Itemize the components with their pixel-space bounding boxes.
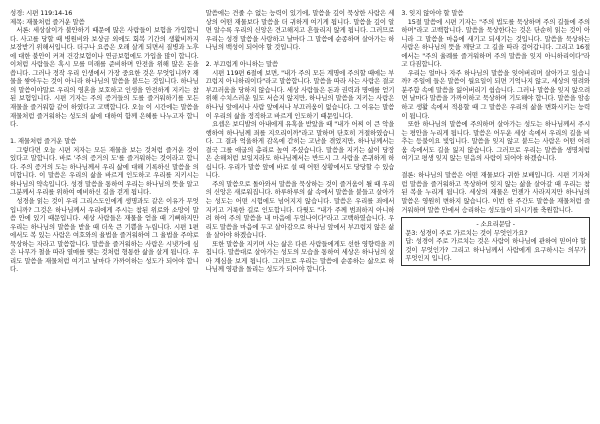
section-3-paragraph-2: 우리는 얼마나 자주 하나님의 말씀을 잊어버리며 살아가고 있습니까? 주일에 들은 말씀이 월요일이 되면 기억나지 않고, 세상의 염려와 분주함 속에 말씀을 잃어버리기 쉽습니다. 그러나 말씀을 잊지 않으려면 날마다 말씀을 가까이하고 묵상하며 기도해야 합니다. 말씀을 암송하고 생활 속에서 적용할 때 그 말씀은 우리의 삶을 변화시키는 능력이 됩니다. — [401, 68, 591, 120]
section-2-paragraph-1: 시편 119편 6절에 보면, "내가 주의 모든 계명에 주의할 때에는 부끄럽지 아니하리이다"라고 말씀합니다. 말씀을 따라 사는 사람은 결코 부끄러움을 당하지 않습니다. 세상 사람들은 돈과 권력과 명예를 얻기 위해 수치스러운 일도 서슴지 않지만, 하나님의 말씀을 지키는 사람은 하나님 앞에서나 사람 앞에서나 부끄러움이 없습니다. 그 이유는 말씀이 우리의 삶을 정직하고 바르게 인도하기 때문입니다. — [205, 68, 395, 120]
section-3-heading: 3. 잊지 않아야 할 말씀 — [401, 9, 464, 17]
catechism-title: - 소요리문답 - — [476, 220, 515, 229]
catechism-answer: 답: 성경이 주로 가르치는 것은 사람이 하나님에 관하여 믿어야 할 것이 무엇인가? 그리고 하나님께서 사람에게 요구하시는 의무가 무엇인지 입니다. — [405, 237, 587, 263]
section-2-paragraph-2: 요셉은 보디발의 아내에게 유혹을 받았을 때 "내가 어찌 이 큰 악을 행하여 하나님께 죄를 지으리이까"라고 말하며 단호히 거절하였습니다. 그 결과 억울하게 감옥에 갇히는 고난을 겪었지만, 하나님께서는 결국 그를 애굽의 총리로 높여 주셨습니다. 말씀을 지키는 삶이 당장은 손해처럼 보일지라도 하나님께서는 반드시 그 사람을 존귀하게 하십니다. 우리가 말씀 앞에 바로 설 때 어떤 상황에서도 당당할 수 있습니다. — [205, 120, 395, 180]
section-2-heading: 2. 부끄럽게 아니하는 말씀 — [205, 60, 279, 69]
spacer — [206, 52, 395, 61]
section-1-heading: 1. 재물처럼 즐거운 말씀 — [10, 137, 77, 146]
conclusion-paragraph: 결론: 하나님의 말씀은 어떤 재물보다 귀한 보배입니다. 시편 기자처럼 말씀을 즐거워하고 묵상하며 잊지 않는 삶을 살아갈 때 우리는 참된 복을 누리게 됩니다. 세상의 재물은 언젠가 사라지지만 하나님의 말씀은 영원히 변하지 않습니다. 이번 한 주간도 말씀을 재물처럼 즐거워하며 말씀 안에서 승리하는 성도들이 되시기를 축원합니다. — [401, 171, 591, 214]
spacer — [10, 129, 199, 138]
section-1-paragraph-2: 성경을 읽는 것이 우리 그리스도인에게 생명과도 같은 이유가 무엇입니까? 그것은 하나님께서 우리에게 주시는 참된 위로와 소망이 말씀 안에 있기 때문입니다. 세상 사람들은 재물을 얻을 때 기뻐하지만 우리는 하나님의 말씀을 받을 때 더욱 큰 기쁨을 누립니다. 시편 1편에서도 복 있는 사람은 여호와의 율법을 즐거워하여 그 율법을 주야로 묵상하는 자라고 말씀합니다. 말씀을 즐거워하는 사람은 시냇가에 심은 나무가 철을 따라 열매를 맺는 것처럼 형통한 삶을 살게 됩니다. 우리도 말씀을 재물처럼 여기고 날마다 가까이하는 성도가 되어야 합니다. — [10, 197, 199, 274]
column-2 — [206, 9, 395, 418]
section-1-continuation: 말씀에는 견줄 수 없는 능력이 있기에, 말씀을 깊이 묵상한 사람은 세상의 어떤 재물보다 말씀을 더 귀하게 여기게 됩니다. 말씀을 깊이 알면 알수록 우리의 신앙은 견고해지고 흔들리지 않게 됩니다. 그러므로 우리는 성경 말씀을 사랑하고 날마다 그 말씀에 순종하며 살아가는 하나님의 백성이 되어야 할 것입니다. — [205, 9, 395, 52]
section-2-paragraph-3: 주의 말씀으로 돌아와서 말씀을 묵상하는 것이 즐거움이 될 때 우리의 신앙은 새로워집니다. 하루하루의 삶 속에서 말씀을 붙들고 살아가는 성도는 어떤 시험에도 넘어지지 않습니다. 말씀은 우리를 죄에서 지키고 거룩한 길로 인도합니다. 다윗도 "내가 주께 범죄하지 아니하려 하여 주의 말씀을 내 마음에 두었나이다"라고 고백하였습니다. 우리도 말씀을 마음에 두고 살아감으로 하나님 앞에서 부끄럽지 않은 삶을 살아야 하겠습니다. — [205, 179, 395, 240]
introduction-paragraph: 서론: 세상살이가 불안하기 때문에 많은 사람들이 보험을 가입합니다. 사고를 당할 때 병원비와 보상금 외에도 회복 기간의 생활비까지 보장받기 위해서입니다. 더구나 요즘은 오래 살게 되면서 질병과 노후에 대한 불안이 커져 건강보험이나 연금보험에도 가입을 많이 합니다. 이처럼 사람들은 혹시 모를 미래를 준비하며 안전을 위해 많은 돈을 씁니다. 그러나 정작 우리 인생에서 가장 중요한 것은 무엇입니까? 재물을 쌓아두는 것이 아니라 하나님의 말씀을 붙드는 것입니다. 하나님의 말씀이야말로 우리의 영혼을 보호하고 인생을 안전하게 지키는 참된 보험입니다. 시편 기자는 주의 증거들의 도를 즐거워하기를 모든 재물을 즐거워함 같이 하였다고 고백합니다. 오늘 이 시간에는 말씀을 재물처럼 즐거워하는 성도의 삶에 대하여 함께 은혜를 나누고자 합니다. — [10, 26, 199, 129]
section-3-paragraph-1: 15절 말씀에 시편 기자는 "주의 법도를 묵상하며 주의 길들에 주의하며"라고 고백합니다. 말씀을 묵상한다는 것은 단순히 읽는 것이 아니라 그 말씀을 마음에 새기고 되새기는 것입니다. 말씀을 묵상하는 사람은 하나님의 뜻을 깨닫고 그 길을 따라 걸어갑니다. 그리고 16절에서는 "주의 율례를 즐거워하며 주의 말씀을 잊지 아니하리이다"라고 다짐합니다. — [401, 17, 591, 69]
catechism-question: 문3: 성경이 주로 가르치는 것이 무엇인가요? — [405, 228, 528, 237]
section-1-paragraph-1: 그렇다면 오늘 시편 저자는 모든 재물을 보는 것처럼 즐거운 것이 있다고 말합니다. 바로 '주의 증거의 도'를 즐거워하는 것이라고 합니다. 주의 증거의 도는 하나님께서 우리 삶에 대해 기록하신 말씀을 의미합니다. 이 말씀은 우리의 삶을 바르게 인도하고 우리를 지키시는 하나님의 약속입니다. 성경 말씀을 통하여 우리는 하나님의 뜻을 알고 그분께서 우리를 위하여 예비하신 길을 걷게 됩니다. — [10, 145, 199, 197]
scripture-reference: 성경: 시편 119:14-16 — [10, 9, 73, 17]
column-1 — [10, 9, 199, 418]
section-2-paragraph-4: 또한 말씀을 지키며 사는 삶은 다른 사람들에게도 선한 영향력을 끼칩니다. 말씀대로 살아가는 성도의 모습을 통하여 세상은 하나님의 살아 계심을 보게 됩니다. 그러므로 우리는 말씀에 순종하는 삶으로 하나님께 영광을 돌리는 성도가 되어야 합니다. — [205, 239, 395, 274]
section-3-paragraph-3: 또한 하나님의 말씀에 주의하며 살아가는 성도는 하나님께서 주시는 평안을 누리게 됩니다. 말씀은 어두운 세상 속에서 우리의 길을 비추는 등불이요 빛입니다. 말씀을 잊지 않고 붙드는 사람은 어떤 어려움 속에서도 길을 잃지 않습니다. 그러므로 우리는 말씀을 생명처럼 여기고 평생 잊지 않는 믿음의 사람이 되어야 하겠습니다. — [401, 120, 591, 163]
sermon-title: 제목: 재물처럼 즐거운 말씀 — [10, 17, 85, 26]
catechism-box — [401, 217, 590, 266]
column-3 — [401, 9, 590, 418]
